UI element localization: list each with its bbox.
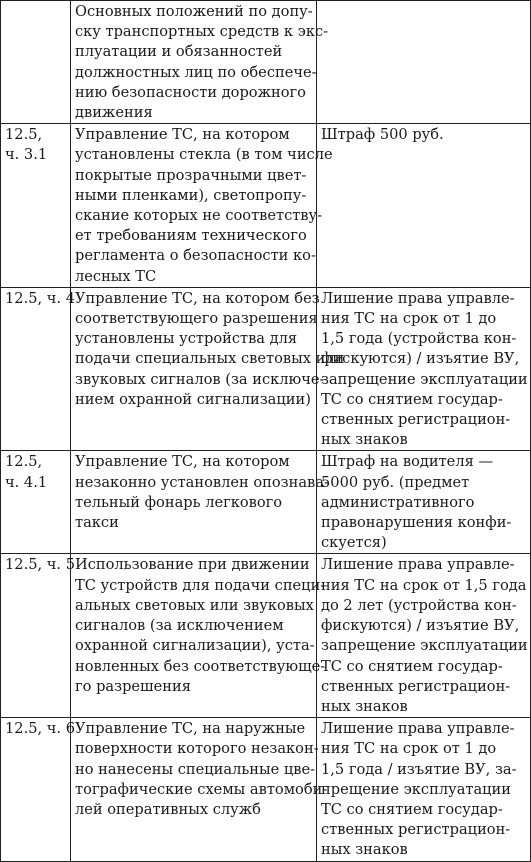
violation-text-line: тельный фонарь легкового: [75, 493, 283, 511]
penalty-cell: [317, 718, 531, 861]
article-text-line: 12.5,: [5, 126, 43, 144]
penalty-text-line: запрещение эксплуатации: [321, 637, 528, 655]
violation-cell: [71, 718, 328, 861]
article-text-line: 12.5, ч. 6: [5, 720, 75, 738]
violation-text-line: должностных лиц по обеспече-: [75, 63, 317, 81]
penalty-text-line: ственных регистрацион-: [321, 677, 511, 695]
violation-text-line: охранной сигнализации), уста-: [75, 637, 315, 655]
penalty-text-line: 1,5 года (устройства кон-: [321, 330, 517, 348]
penalty-text-line: фискуются) / изъятие ВУ,: [321, 617, 520, 635]
article-text-line: 12.5, ч. 4: [5, 289, 75, 307]
table-row: [1, 718, 531, 861]
article-cell: [1, 1, 71, 124]
violation-text-line: Управление ТС, на наружные: [75, 720, 306, 738]
penalty-text-line: ных знаков: [321, 841, 408, 859]
violation-cell: [71, 124, 333, 288]
penalty-text-line: ных знаков: [321, 431, 408, 449]
penalty-text-line: Лишение права управле-: [321, 289, 515, 307]
violation-text-line: установлены стекла (в том числе: [75, 146, 333, 164]
penalty-text-line: ственных регистрацион-: [321, 821, 511, 839]
violation-text-line: альных световых или звуковых: [75, 596, 314, 614]
fines-table-body: [1, 1, 531, 862]
penalty-cell: [317, 1, 531, 124]
violation-text-line: сигналов (за исключением: [75, 617, 284, 635]
article-text-line: 12.5,: [5, 453, 43, 471]
violation-cell: [71, 451, 329, 554]
violation-text-line: ску транспортных средств к экс-: [75, 23, 329, 41]
penalty-text-line: ственных регистрацион-: [321, 411, 511, 429]
article-cell: [1, 718, 75, 861]
violation-text-line: поверхности которого незакон-: [75, 740, 319, 758]
violation-text-line: незаконно установлен опознава-: [75, 473, 329, 491]
violation-text-line: го разрешения: [75, 677, 191, 695]
article-cell: [1, 287, 75, 451]
violation-text-line: ет требованиям технического: [75, 227, 307, 245]
violation-cell: [71, 287, 345, 451]
violation-text-line: Использование при движении: [75, 556, 310, 574]
penalty-cell: [317, 554, 531, 718]
violation-text-line: но нанесены специальные цве-: [75, 760, 316, 778]
article-cell: [1, 124, 71, 288]
violation-text-line: Основных положений по допу-: [75, 3, 313, 20]
violation-text-line: лесных ТС: [75, 267, 157, 285]
violation-cell: [71, 1, 329, 124]
penalty-text-line: Штраф 500 руб.: [321, 126, 444, 144]
penalty-text-line: ТС со снятием государ-: [321, 390, 503, 408]
violation-text-line: соответствующего разрешения: [75, 310, 318, 328]
penalty-text-line: 1,5 года / изъятие ВУ, за-: [321, 760, 517, 778]
table-row: [1, 124, 531, 288]
penalty-text-line: ния ТС на срок от 1,5 года: [321, 576, 527, 594]
penalty-text-line: фискуются) / изъятие ВУ,: [321, 350, 520, 368]
penalty-cell: [317, 451, 531, 554]
violation-text-line: нием охранной сигнализации): [75, 390, 311, 408]
violation-text-line: звуковых сигналов (за исключе-: [75, 370, 325, 388]
penalty-text-line: ТС со снятием государ-: [321, 657, 503, 675]
penalty-text-line: прещение эксплуатации: [321, 780, 512, 798]
table-row: [1, 287, 531, 451]
penalty-text-line: ния ТС на срок от 1 до: [321, 740, 497, 758]
penalty-text-line: ния ТС на срок от 1 до: [321, 310, 497, 328]
violation-text-line: движения: [75, 104, 153, 122]
penalty-text-line: 5000 руб. (предмет: [321, 473, 470, 491]
violation-cell: [71, 554, 326, 718]
violation-text-line: нию безопасности дорожного: [75, 83, 306, 101]
violation-text-line: регламента о безопасности ко-: [75, 247, 316, 265]
table-row: [1, 1, 531, 124]
violation-text-line: ными пленками), светопропу-: [75, 186, 307, 204]
penalty-cell: [317, 124, 531, 288]
penalty-text-line: Лишение права управле-: [321, 720, 515, 738]
article-text-line: ч. 3.1: [5, 146, 48, 164]
violation-text-line: скание которых не соответству-: [75, 207, 323, 225]
penalty-text-line: Штраф на водителя —: [321, 453, 494, 471]
violation-text-line: новленных без соответствующе-: [75, 657, 326, 675]
penalty-text-line: ТС со снятием государ-: [321, 800, 503, 818]
violation-text-line: Управление ТС, на котором: [75, 453, 290, 471]
violation-text-line: подачи специальных световых или: [75, 350, 345, 368]
violation-text-line: Управление ТС, на котором: [75, 126, 290, 144]
violation-text-line: плуатации и обязанностей: [75, 43, 283, 61]
violation-text-line: покрытые прозрачными цвет-: [75, 166, 307, 184]
violation-text-line: лей оперативных служб: [75, 800, 261, 818]
penalty-text-line: административного: [321, 493, 475, 511]
penalty-text-line: Лишение права управле-: [321, 556, 515, 574]
penalty-text-line: ных знаков: [321, 697, 408, 715]
violation-text-line: ТС устройств для подачи специ-: [75, 576, 326, 594]
article-cell: [1, 451, 71, 554]
article-text-line: 12.5, ч. 5: [5, 556, 75, 574]
table-row: [1, 451, 531, 554]
table-row: [1, 554, 531, 718]
penalty-text-line: скуется): [321, 534, 387, 552]
violation-text-line: Управление ТС, на котором без: [75, 289, 320, 307]
violation-text-line: тографические схемы автомоби-: [75, 780, 328, 798]
penalty-text-line: правонарушения конфи-: [321, 514, 512, 532]
penalty-cell: [317, 287, 531, 451]
violation-text-line: такси: [75, 514, 119, 532]
violation-text-line: установлены устройства для: [75, 330, 298, 348]
article-cell: [1, 554, 75, 718]
penalty-text-line: запрещение эксплуатации: [321, 370, 528, 388]
penalty-text-line: до 2 лет (устройства кон-: [321, 596, 517, 614]
article-text-line: ч. 4.1: [5, 473, 48, 491]
